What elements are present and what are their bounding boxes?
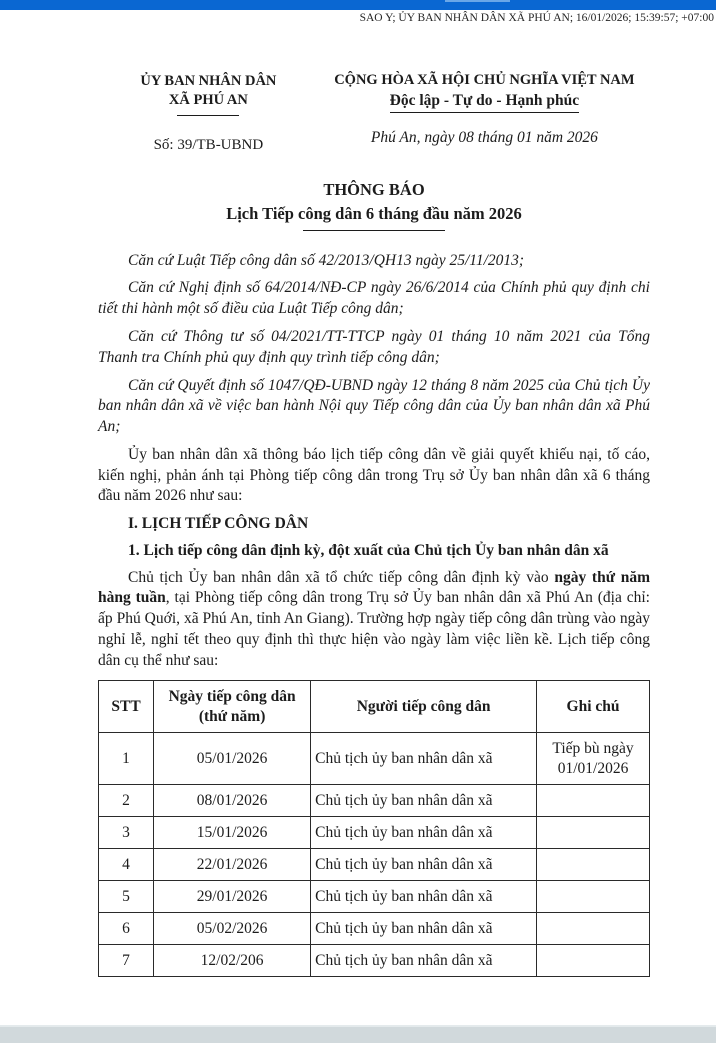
issuing-org-block	[98, 72, 319, 154]
schedule-text-prefix: Chủ tịch Ủy ban nhân dân xã tổ chức tiếp công dân định kỳ vào	[128, 568, 555, 586]
table-cell-stt: 2	[99, 785, 154, 817]
table-cell-note	[537, 785, 650, 817]
document-title: THÔNG BÁO	[323, 179, 425, 199]
table-cell-person: Chủ tịch ủy ban nhân dân xã	[311, 881, 537, 913]
legal-basis-paragraph: Căn cứ Nghị định số 64/2014/NĐ-CP ngày 26/6/2014 của Chính phủ quy định chi tiết thi hành một số điều của Luật Tiếp công dân;	[98, 279, 650, 318]
table-cell-person: Chủ tịch ủy ban nhân dân xã	[311, 945, 537, 977]
table-cell-stt: 1	[99, 733, 154, 785]
announcement-paragraph: Ủy ban nhân dân xã thông báo lịch tiếp công dân về giải quyết khiếu nại, tố cáo, kiến nghị, phản ánh tại Phòng tiếp công dân trong Trụ sở Ủy ban nhân dân xã 6 tháng đầu năm 2026 như sau:	[98, 445, 650, 505]
legal-basis-paragraph: Căn cứ Thông tư số 04/2021/TT-TTCP ngày 01 tháng 10 năm 2021 của Tổng Thanh tra Chính phủ quy định quy trình tiếp công dân;	[98, 327, 650, 366]
table-cell-date: 29/01/2026	[154, 881, 311, 913]
national-motto: Độc lập - Tự do - Hạnh phúc	[390, 92, 579, 113]
document-subtitle: Lịch Tiếp công dân 6 tháng đầu năm 2026	[226, 203, 522, 223]
table-cell-stt: 7	[99, 945, 154, 977]
schedule-table-body	[99, 733, 650, 977]
table-cell-date: 12/02/206	[154, 945, 311, 977]
document-header	[98, 72, 650, 154]
title-block	[98, 180, 650, 231]
bottom-bar	[0, 1025, 716, 1043]
document-number: Số: 39/TB-UBND	[153, 136, 264, 153]
header-cell-person: Người tiếp công dân	[311, 681, 537, 733]
table-cell-stt: 3	[99, 817, 154, 849]
table-cell-person: Chủ tịch ủy ban nhân dân xã	[311, 733, 537, 785]
topbar-highlight	[445, 0, 510, 2]
org-name-line2: XÃ PHÚ AN	[168, 91, 248, 108]
table-cell-date: 05/01/2026	[154, 733, 311, 785]
table-cell-note	[537, 881, 650, 913]
table-cell-note	[537, 913, 650, 945]
national-name: CỘNG HÒA XÃ HỘI CHỦ NGHĨA VIỆT NAM	[334, 72, 635, 88]
header-cell-stt: STT	[99, 681, 154, 733]
legal-basis-paragraph: Căn cứ Quyết định số 1047/QĐ-UBND ngày 12 tháng 8 năm 2025 của Chủ tịch Ủy ban nhân dân xã về việc ban hành Nội quy Tiếp công dân của Ủy ban nhân dân xã Phú An;	[98, 376, 650, 436]
schedule-paragraph	[98, 568, 650, 672]
table-cell-note	[537, 849, 650, 881]
top-blue-bar	[0, 0, 716, 10]
subsection-heading: 1. Lịch tiếp công dân định kỳ, đột xuất của Chủ tịch Ủy ban nhân dân xã	[128, 541, 609, 559]
national-header-block	[319, 72, 650, 154]
document-page	[98, 72, 650, 977]
table-header-row	[99, 681, 650, 733]
header-cell-note: Ghi chú	[537, 681, 650, 733]
table-cell-stt: 5	[99, 881, 154, 913]
schedule-text-bold: ngày thứ năm hàng tuần	[98, 568, 650, 607]
title-underline	[303, 230, 445, 231]
legal-basis-paragraph: Căn cứ Luật Tiếp công dân số 42/2013/QH13 ngày 25/11/2013;	[128, 251, 525, 269]
place-and-date: Phú An, ngày 08 tháng 01 năm 2026	[370, 129, 598, 146]
table-row	[99, 817, 650, 849]
table-row	[99, 785, 650, 817]
table-cell-stt: 4	[99, 849, 154, 881]
org-name-line1: ỦY BAN NHÂN DÂN	[140, 73, 277, 89]
header-cell-date: Ngày tiếp công dân (thứ năm)	[154, 681, 311, 733]
table-cell-person: Chủ tịch ủy ban nhân dân xã	[311, 913, 537, 945]
schedule-table	[98, 680, 650, 977]
table-row	[99, 913, 650, 945]
table-cell-note	[537, 945, 650, 977]
certification-stamp-line: SAO Y; ỦY BAN NHÂN DÂN XÃ PHÚ AN; 16/01/2026; 15:39:57; +07:00	[359, 12, 714, 24]
section-heading: I. LỊCH TIẾP CÔNG DÂN	[128, 515, 309, 533]
table-cell-date: 08/01/2026	[154, 785, 311, 817]
table-cell-date: 15/01/2026	[154, 817, 311, 849]
table-cell-person: Chủ tịch ủy ban nhân dân xã	[311, 785, 537, 817]
table-row	[99, 849, 650, 881]
table-cell-note: Tiếp bù ngày 01/01/2026	[537, 733, 650, 785]
org-underline	[177, 115, 239, 116]
table-cell-stt: 6	[99, 913, 154, 945]
table-row	[99, 733, 650, 785]
table-cell-person: Chủ tịch ủy ban nhân dân xã	[311, 817, 537, 849]
schedule-text-suffix: , tại Phòng tiếp công dân trong Trụ sở Ủy ban nhân dân xã Phú An (địa chỉ: ấp Phú Quới, xã Phú An, tỉnh An Giang). Trường hợp ngày tiếp công dân trùng vào ngày nghỉ lễ, nghỉ tết theo quy định thì thực hiện vào ngày làm việc liền kề. Lịch tiếp công dân cụ thể như sau:	[98, 589, 650, 669]
table-cell-person: Chủ tịch ủy ban nhân dân xã	[311, 849, 537, 881]
table-cell-date: 05/02/2026	[154, 913, 311, 945]
document-body	[98, 251, 650, 978]
table-cell-date: 22/01/2026	[154, 849, 311, 881]
table-row	[99, 881, 650, 913]
table-cell-note	[537, 817, 650, 849]
table-row	[99, 945, 650, 977]
